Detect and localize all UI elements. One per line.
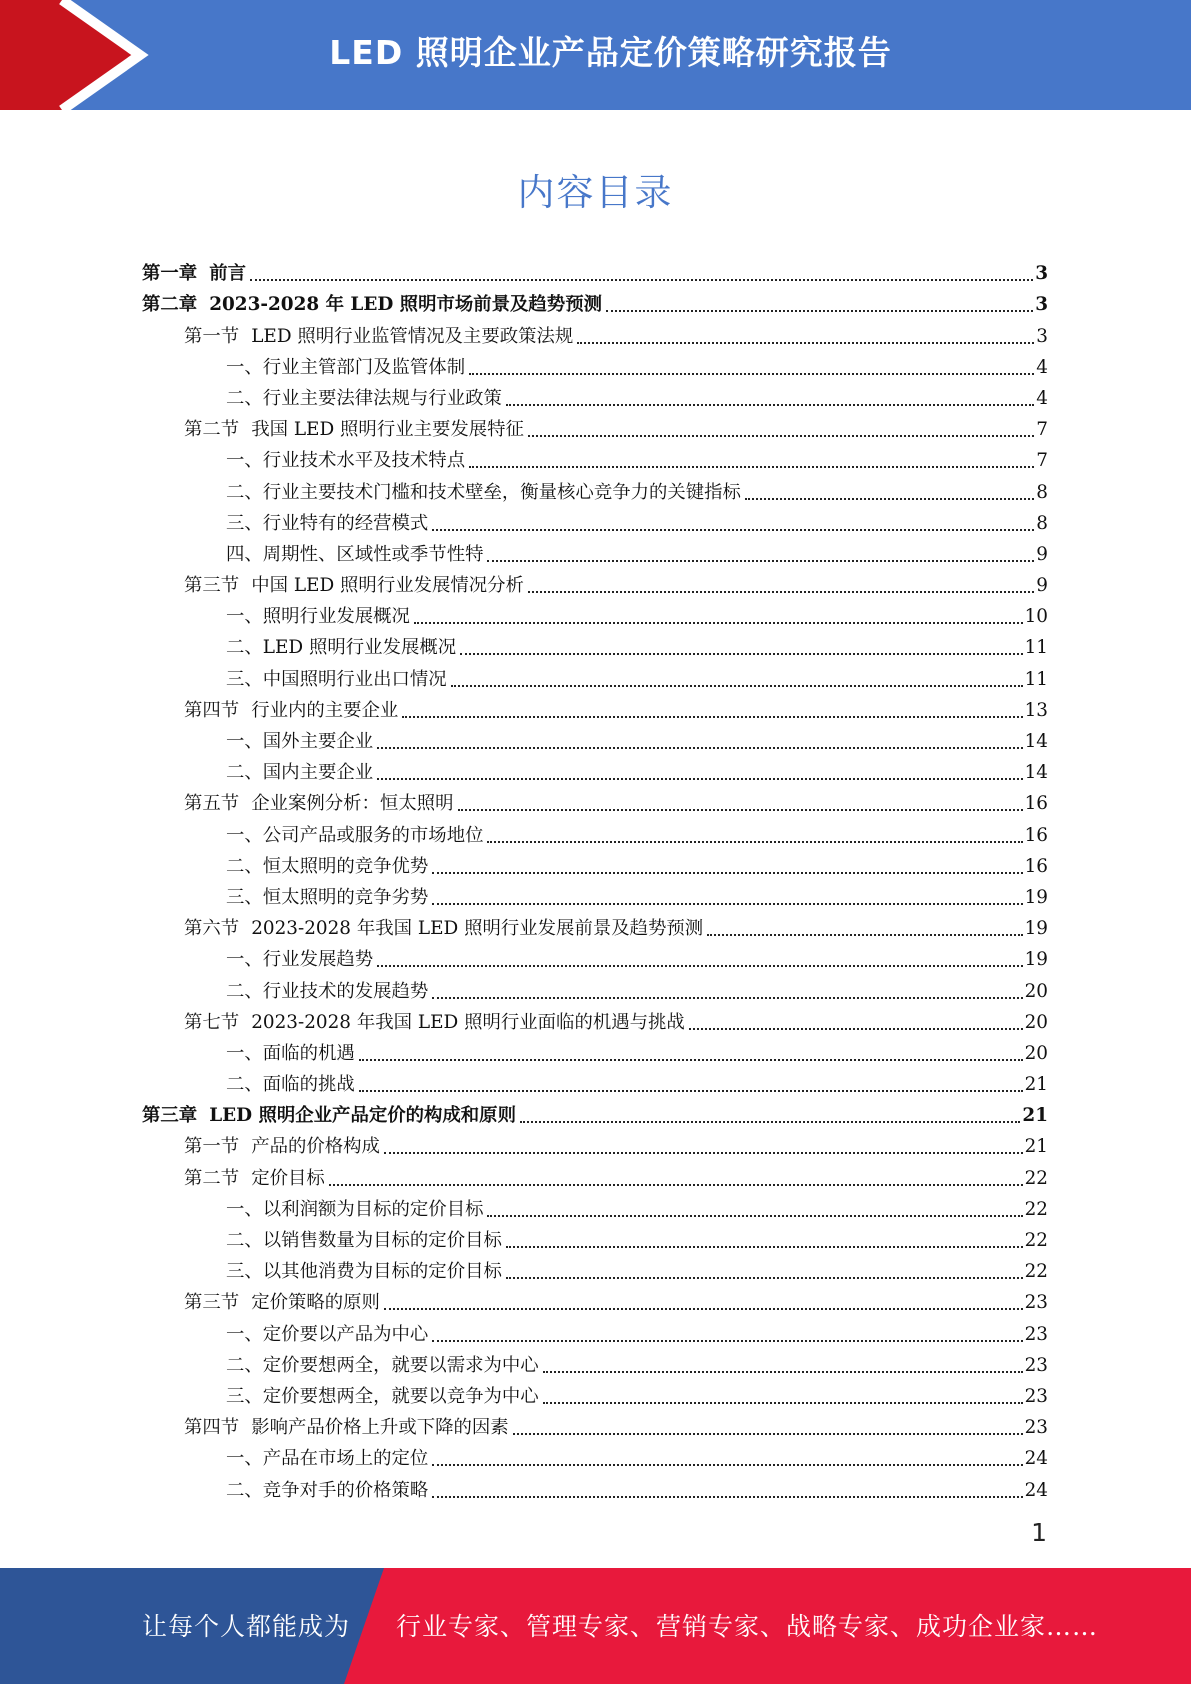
toc-entry-page: 11 xyxy=(1024,637,1048,659)
toc-entry-page: 20 xyxy=(1024,980,1048,1002)
dot-leader xyxy=(506,404,1034,406)
toc-entry-text: 二、行业技术的发展趋势 xyxy=(226,980,429,1002)
toc-entry-page: 3 xyxy=(1035,263,1048,285)
toc-entry[interactable] xyxy=(142,597,1048,628)
dot-leader xyxy=(414,622,1023,624)
dot-leader xyxy=(359,1090,1023,1092)
toc-entry-label xyxy=(226,887,428,909)
toc-entry[interactable] xyxy=(142,348,1048,379)
report-title: LED 照明企业产品定价策略研究报告 xyxy=(329,33,892,72)
toc-entry-page: 7 xyxy=(1036,419,1048,441)
dot-leader xyxy=(469,373,1034,375)
toc-entry-page: 3 xyxy=(1036,325,1048,347)
toc-entry-page: 8 xyxy=(1036,481,1048,503)
toc-entry-page: 16 xyxy=(1024,824,1048,846)
dot-leader xyxy=(528,435,1034,437)
toc-entry[interactable] xyxy=(142,1221,1048,1252)
toc-entry-label xyxy=(226,1386,539,1408)
dot-leader xyxy=(528,591,1034,593)
toc-entry[interactable] xyxy=(142,1439,1048,1470)
toc-entry-text: 二、竞争对手的价格策略 xyxy=(226,1479,429,1501)
toc-entry-number: 第七节 xyxy=(184,1011,240,1033)
toc-entry[interactable] xyxy=(142,1346,1048,1377)
toc-entry-page: 22 xyxy=(1024,1261,1048,1283)
toc-entry-label xyxy=(226,513,428,535)
toc-entry-text: 我国 LED 照明行业主要发展特征 xyxy=(251,419,524,441)
toc-entry[interactable] xyxy=(142,285,1048,316)
toc-entry-label xyxy=(184,1292,380,1314)
toc-entry-page: 3 xyxy=(1035,294,1048,316)
toc-entry-label xyxy=(184,1136,380,1158)
page-number: 1 xyxy=(1031,1518,1047,1547)
report-header xyxy=(0,0,1191,110)
toc-entry-label xyxy=(226,637,456,659)
dot-leader xyxy=(432,997,1022,999)
toc-entry-number: 第一节 xyxy=(184,1136,240,1158)
toc-entry-label xyxy=(226,450,465,472)
toc-entry-label xyxy=(184,793,454,815)
toc-entry-label xyxy=(226,825,483,847)
toc-entry-label xyxy=(226,1199,483,1221)
toc-entry-text: 二、LED 照明行业发展概况 xyxy=(226,637,457,659)
toc-entry-label xyxy=(226,949,373,971)
dot-leader xyxy=(377,778,1022,780)
toc-entry-number: 第三章 xyxy=(142,1105,198,1127)
toc-entry-page: 23 xyxy=(1024,1417,1048,1439)
dot-leader xyxy=(432,1464,1022,1466)
toc-entry-text: 四、周期性、区域性或季节性特 xyxy=(226,543,484,565)
dot-leader xyxy=(506,1246,1023,1248)
toc-entry-text: 二、恒太照明的竞争优势 xyxy=(226,855,429,877)
dot-leader xyxy=(543,1402,1023,1404)
dot-leader xyxy=(250,279,1033,281)
dot-leader xyxy=(707,934,1022,936)
toc-entry-label xyxy=(226,1448,428,1470)
toc-entry[interactable] xyxy=(142,909,1048,940)
toc-entry-label xyxy=(226,981,428,1003)
toc-entry-label xyxy=(226,1480,428,1502)
dot-leader xyxy=(359,1059,1023,1061)
dot-leader xyxy=(487,1215,1022,1217)
toc-entry[interactable] xyxy=(142,535,1048,566)
toc-entry-label xyxy=(226,544,483,566)
toc-entry-page: 14 xyxy=(1024,762,1048,784)
toc-entry-number: 第三节 xyxy=(184,575,240,597)
toc-entry-page: 13 xyxy=(1024,699,1048,721)
toc-entry-text: 2023-2028 年我国 LED 照明行业面临的机遇与挑战 xyxy=(251,1011,685,1033)
toc-entry-text: 2023-2028 年我国 LED 照明行业发展前景及趋势预测 xyxy=(251,918,704,940)
toc-entry-text: 一、面临的机遇 xyxy=(226,1042,355,1064)
dot-leader xyxy=(329,1184,1023,1186)
toc-entry-page: 22 xyxy=(1024,1167,1048,1189)
toc-entry[interactable] xyxy=(142,878,1048,909)
toc-entry[interactable] xyxy=(142,1252,1048,1283)
chevron-arrow-icon xyxy=(0,0,160,110)
toc-entry-label xyxy=(226,1261,502,1283)
toc-entry[interactable] xyxy=(142,847,1048,878)
toc-entry[interactable] xyxy=(142,815,1048,846)
toc-entry-page: 22 xyxy=(1024,1198,1048,1220)
dot-leader xyxy=(432,1496,1022,1498)
toc-entry-text: LED 照明企业产品定价的构成和原则 xyxy=(209,1105,516,1127)
toc-entry-page: 7 xyxy=(1036,450,1048,472)
toc-entry[interactable] xyxy=(142,410,1048,441)
dot-leader xyxy=(432,1340,1022,1342)
toc-entry[interactable] xyxy=(142,1377,1048,1408)
toc-entry-text: 中国 LED 照明行业发展情况分析 xyxy=(251,575,524,597)
toc-entry[interactable] xyxy=(142,784,1048,815)
dot-leader xyxy=(577,342,1034,344)
toc-entry-label xyxy=(226,1324,428,1346)
toc-entry-text: 一、国外主要企业 xyxy=(226,731,374,752)
toc-entry-number: 第一节 xyxy=(184,325,240,347)
toc-heading: 内容目录 xyxy=(517,171,674,214)
footer-slogan-left: 让每个人都能成为 xyxy=(142,1612,351,1641)
toc-entry-text: 一、以利润额为目标的定价目标 xyxy=(226,1198,484,1220)
toc-entry-page: 22 xyxy=(1024,1230,1048,1251)
toc-entry-page: 19 xyxy=(1024,886,1048,908)
toc-entry-text: 二、以销售数量为目标的定价目标 xyxy=(226,1230,502,1251)
toc-entry-label xyxy=(184,326,573,348)
toc-entry[interactable] xyxy=(142,472,1048,503)
toc-entry[interactable] xyxy=(142,316,1048,347)
toc-entry-text: 三、恒太照明的竞争劣势 xyxy=(226,886,429,908)
toc-entry[interactable] xyxy=(142,628,1048,659)
toc-entry[interactable] xyxy=(142,254,1048,285)
toc-entry-page: 23 xyxy=(1024,1323,1048,1345)
dot-leader xyxy=(487,841,1022,843)
toc-entry-label xyxy=(226,606,410,628)
dot-leader xyxy=(460,653,1022,655)
toc-entry-page: 20 xyxy=(1024,1042,1048,1064)
toc-entry-page: 19 xyxy=(1024,918,1048,940)
toc-entry-page: 9 xyxy=(1036,543,1048,565)
toc-entry[interactable] xyxy=(142,1127,1048,1158)
toc-entry-page: 23 xyxy=(1024,1385,1048,1407)
toc-entry-page: 20 xyxy=(1024,1011,1048,1033)
toc-entry-text: 二、行业主要技术门槛和技术壁垒，衡量核心竞争力的关键指标 xyxy=(226,481,741,503)
footer-slogan-right: 行业专家、管理专家、营销专家、战略专家、成功企业家…… xyxy=(396,1612,1099,1641)
toc-entry-page: 9 xyxy=(1036,575,1048,597)
toc-entry-text: 三、行业特有的经营模式 xyxy=(226,512,429,534)
dot-leader xyxy=(384,1308,1023,1310)
toc-entry-text: 二、国内主要企业 xyxy=(226,762,374,784)
toc-entry[interactable] xyxy=(142,379,1048,410)
toc-entry-label xyxy=(184,1168,325,1190)
toc-entry[interactable] xyxy=(142,1314,1048,1345)
toc-entry-label xyxy=(226,1230,502,1252)
toc-entry-page: 14 xyxy=(1024,731,1048,752)
toc-entry-label xyxy=(184,918,703,940)
toc-entry-page: 10 xyxy=(1024,606,1048,628)
toc-entry[interactable] xyxy=(142,659,1048,690)
toc-entry-page: 21 xyxy=(1022,1105,1048,1127)
dot-leader xyxy=(513,1433,1023,1435)
toc-entry-label xyxy=(226,856,428,878)
toc-entry-text: 三、定价要想两全，就要以竞争为中心 xyxy=(226,1385,539,1407)
footer-banner xyxy=(0,1568,1191,1684)
toc-entry-label xyxy=(142,1105,516,1127)
toc-entry-label xyxy=(184,419,524,441)
toc-entry-label xyxy=(226,762,373,784)
dot-leader xyxy=(432,903,1022,905)
toc-entry[interactable] xyxy=(142,940,1048,971)
toc-entry-label xyxy=(184,1012,685,1034)
toc-entry[interactable] xyxy=(142,971,1048,1002)
toc-entry[interactable] xyxy=(142,1034,1048,1065)
toc-entry-text: 一、行业主管部门及监管体制 xyxy=(226,356,466,378)
dot-leader xyxy=(377,965,1022,967)
toc-entry[interactable] xyxy=(142,722,1048,753)
toc-entry-page: 16 xyxy=(1024,855,1048,877)
dot-leader xyxy=(402,716,1022,718)
dot-leader xyxy=(384,1152,1023,1154)
toc-entry-number: 第四节 xyxy=(184,699,240,721)
toc-entry-page: 21 xyxy=(1024,1074,1048,1096)
toc-entry-text: 定价策略的原则 xyxy=(251,1292,380,1314)
toc-entry[interactable] xyxy=(142,1003,1048,1034)
toc-entry-text: 2023-2028 年 LED 照明市场前景及趋势预测 xyxy=(209,294,602,316)
toc-entry-text: 企业案例分析：恒太照明 xyxy=(251,793,454,815)
toc-entry-label xyxy=(142,294,602,316)
toc-entry-page: 23 xyxy=(1024,1292,1048,1314)
toc-entry-text: 一、产品在市场上的定位 xyxy=(226,1448,429,1470)
toc-entry-number: 第五节 xyxy=(184,793,240,815)
dot-leader xyxy=(451,685,1023,687)
dot-leader xyxy=(745,498,1034,500)
dot-leader xyxy=(543,1371,1023,1373)
toc-entry[interactable] xyxy=(142,1190,1048,1221)
toc-entry-page: 4 xyxy=(1036,356,1048,378)
dot-leader xyxy=(689,1028,1023,1030)
toc-entry-number: 第二节 xyxy=(184,419,240,441)
toc-entry-text: LED 照明行业监管情况及主要政策法规 xyxy=(251,325,574,347)
toc-entry-label xyxy=(226,731,373,753)
toc-entry-page: 16 xyxy=(1024,793,1048,815)
toc-entry-page: 19 xyxy=(1024,949,1048,971)
toc-entry-number: 第三节 xyxy=(184,1292,240,1314)
dot-leader xyxy=(432,529,1034,531)
table-of-contents xyxy=(142,254,1048,1502)
toc-entry-label xyxy=(226,1074,355,1096)
toc-entry[interactable] xyxy=(142,504,1048,535)
toc-entry[interactable] xyxy=(142,441,1048,472)
toc-entry-number: 第二节 xyxy=(184,1167,240,1189)
toc-entry[interactable] xyxy=(142,1158,1048,1189)
toc-entry-page: 24 xyxy=(1024,1448,1048,1470)
toc-entry-label xyxy=(226,669,447,691)
toc-entry-number: 第四节 xyxy=(184,1417,240,1439)
toc-entry[interactable] xyxy=(142,1408,1048,1439)
toc-entry-label xyxy=(184,700,398,722)
toc-entry-text: 一、照明行业发展概况 xyxy=(226,606,410,628)
toc-entry-text: 影响产品价格上升或下降的因素 xyxy=(251,1417,509,1439)
toc-entry-page: 11 xyxy=(1024,668,1048,690)
toc-entry-text: 一、行业发展趋势 xyxy=(226,949,374,971)
toc-entry-page: 24 xyxy=(1024,1479,1048,1501)
toc-entry-label xyxy=(226,1043,355,1065)
dot-leader xyxy=(458,809,1023,811)
toc-entry-label xyxy=(226,388,502,410)
toc-entry-label xyxy=(184,575,524,597)
dot-leader xyxy=(377,747,1022,749)
dot-leader xyxy=(487,560,1034,562)
toc-entry-text: 定价目标 xyxy=(251,1167,325,1189)
toc-entry-text: 产品的价格构成 xyxy=(251,1136,380,1158)
dot-leader xyxy=(520,1121,1020,1123)
toc-entry[interactable] xyxy=(142,1283,1048,1314)
dot-leader xyxy=(469,466,1034,468)
toc-entry[interactable] xyxy=(142,1470,1048,1501)
toc-entry-text: 三、以其他消费为目标的定价目标 xyxy=(226,1261,502,1283)
toc-entry-text: 一、定价要以产品为中心 xyxy=(226,1323,429,1345)
toc-entry-label xyxy=(226,357,465,379)
toc-entry-text: 行业内的主要企业 xyxy=(251,699,399,721)
toc-entry-text: 二、行业主要法律法规与行业政策 xyxy=(226,387,502,409)
toc-entry-text: 一、行业技术水平及技术特点 xyxy=(226,450,466,472)
toc-entry-label xyxy=(142,263,246,285)
toc-entry-text: 三、中国照明行业出口情况 xyxy=(226,668,447,690)
toc-entry-number: 第六节 xyxy=(184,918,240,940)
toc-entry[interactable] xyxy=(142,753,1048,784)
toc-entry[interactable] xyxy=(142,1096,1048,1127)
toc-entry[interactable] xyxy=(142,691,1048,722)
toc-entry-label xyxy=(184,1417,509,1439)
toc-entry-text: 一、公司产品或服务的市场地位 xyxy=(226,824,484,846)
toc-entry-text: 二、定价要想两全，就要以需求为中心 xyxy=(226,1354,539,1376)
toc-entry-label xyxy=(226,482,741,504)
toc-entry-number: 第二章 xyxy=(142,294,198,316)
toc-entry-text: 前言 xyxy=(209,263,246,285)
toc-entry-number: 第一章 xyxy=(142,263,198,285)
toc-entry-page: 8 xyxy=(1036,512,1048,534)
toc-entry-page: 21 xyxy=(1024,1136,1048,1158)
toc-entry-page: 23 xyxy=(1024,1354,1048,1376)
toc-entry-page: 4 xyxy=(1036,387,1048,409)
toc-entry[interactable] xyxy=(142,1065,1048,1096)
dot-leader xyxy=(606,310,1033,312)
dot-leader xyxy=(432,872,1022,874)
toc-entry[interactable] xyxy=(142,566,1048,597)
dot-leader xyxy=(506,1277,1023,1279)
toc-entry-label xyxy=(226,1355,539,1377)
toc-entry-text: 二、面临的挑战 xyxy=(226,1074,355,1096)
